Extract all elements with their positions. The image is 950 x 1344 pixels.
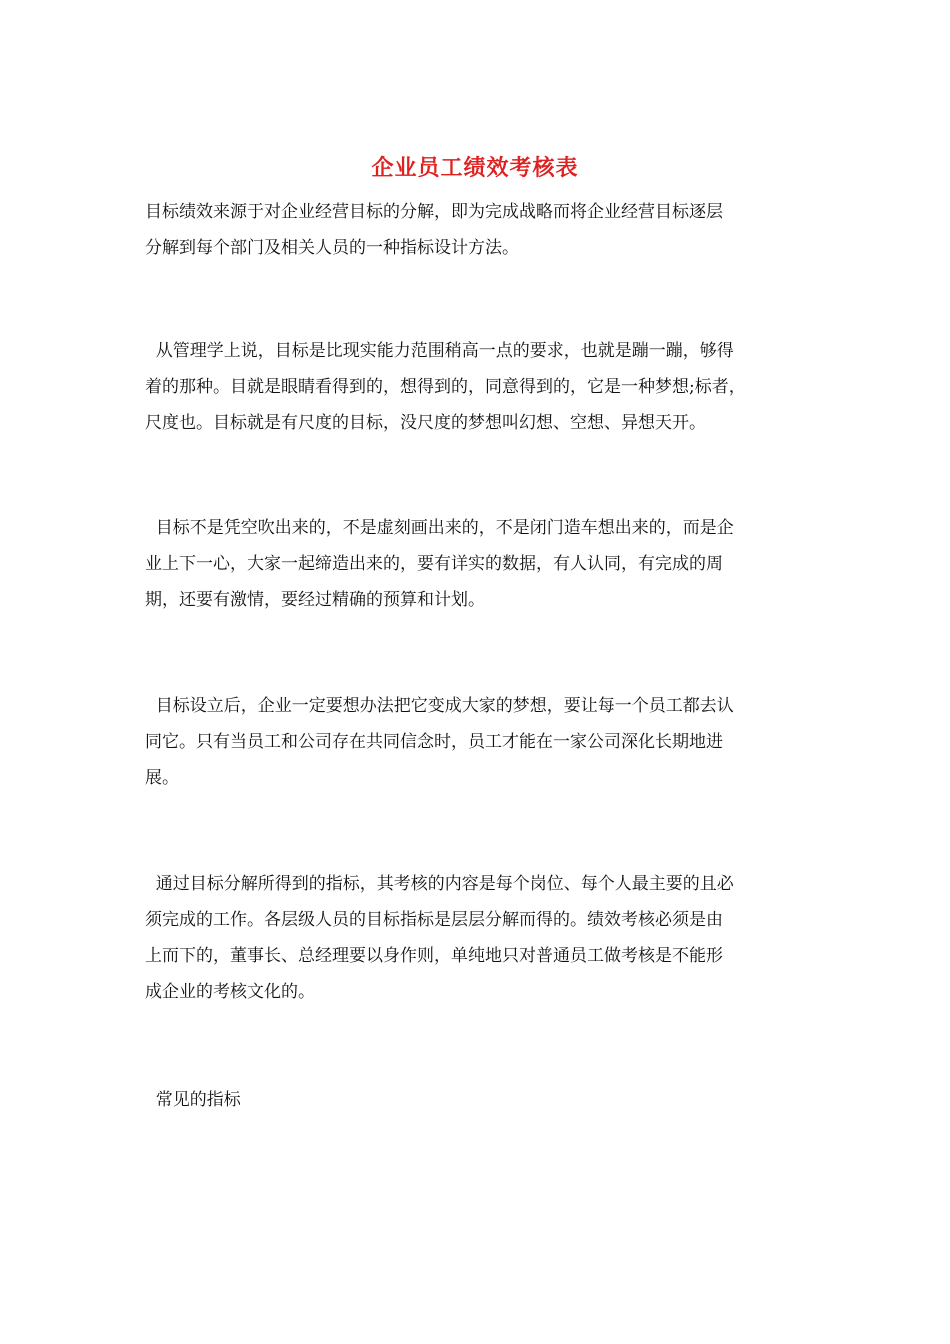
paragraph-line: 成企业的考核文化的。 (145, 982, 315, 1002)
paragraph-line: 从管理学上说，目标是比现实能力范围稍高一点的要求，也就是蹦一蹦，够得 (145, 341, 734, 361)
paragraph-line: 须完成的工作。各层级人员的目标指标是层层分解而得的。绩效考核必须是由 (145, 910, 723, 930)
paragraph-line: 目标绩效来源于对企业经营目标的分解，即为完成战略而将企业经营目标逐层 (145, 202, 723, 222)
paragraph-line: 展。 (145, 768, 179, 788)
paragraph-shared-dream (145, 688, 817, 796)
paragraph-line: 着的那种。目就是眼睛看得到的，想得到的，同意得到的，它是一种梦想;标者， (145, 377, 746, 397)
paragraph-line: 目标不是凭空吹出来的，不是虚刻画出来的，不是闭门造车想出来的，而是企 (145, 518, 734, 538)
paragraph-line: 上而下的，董事长、总经理要以身作则，单纯地只对普通员工做考核是不能形 (145, 946, 723, 966)
paragraph-line: 期，还要有激情，要经过精确的预算和计划。 (145, 590, 485, 610)
paragraph-line: 尺度也。目标就是有尺度的目标，没尺度的梦想叫幻想、空想、异想天开。 (145, 413, 706, 433)
document-title: 企业员工绩效考核表 (371, 155, 579, 181)
paragraph-line: 目标设立后，企业一定要想办法把它变成大家的梦想，要让每一个员工都去认 (145, 696, 734, 716)
paragraph-management-definition (145, 333, 817, 441)
section-heading-common-indicators (145, 1082, 817, 1118)
paragraph-goal-creation (145, 510, 817, 618)
paragraph-intro (145, 194, 817, 266)
paragraph-line: 常见的指标 (145, 1090, 241, 1110)
paragraph-line: 同它。只有当员工和公司存在共同信念时，员工才能在一家公司深化长期地进 (145, 732, 723, 752)
paragraph-indicator-decomposition (145, 866, 817, 1010)
paragraph-line: 分解到每个部门及相关人员的一种指标设计方法。 (145, 238, 519, 258)
paragraph-line: 业上下一心，大家一起缔造出来的，要有详实的数据，有人认同，有完成的周 (145, 554, 723, 574)
paragraph-line: 通过目标分解所得到的指标，其考核的内容是每个岗位、每个人最主要的且必 (145, 874, 734, 894)
